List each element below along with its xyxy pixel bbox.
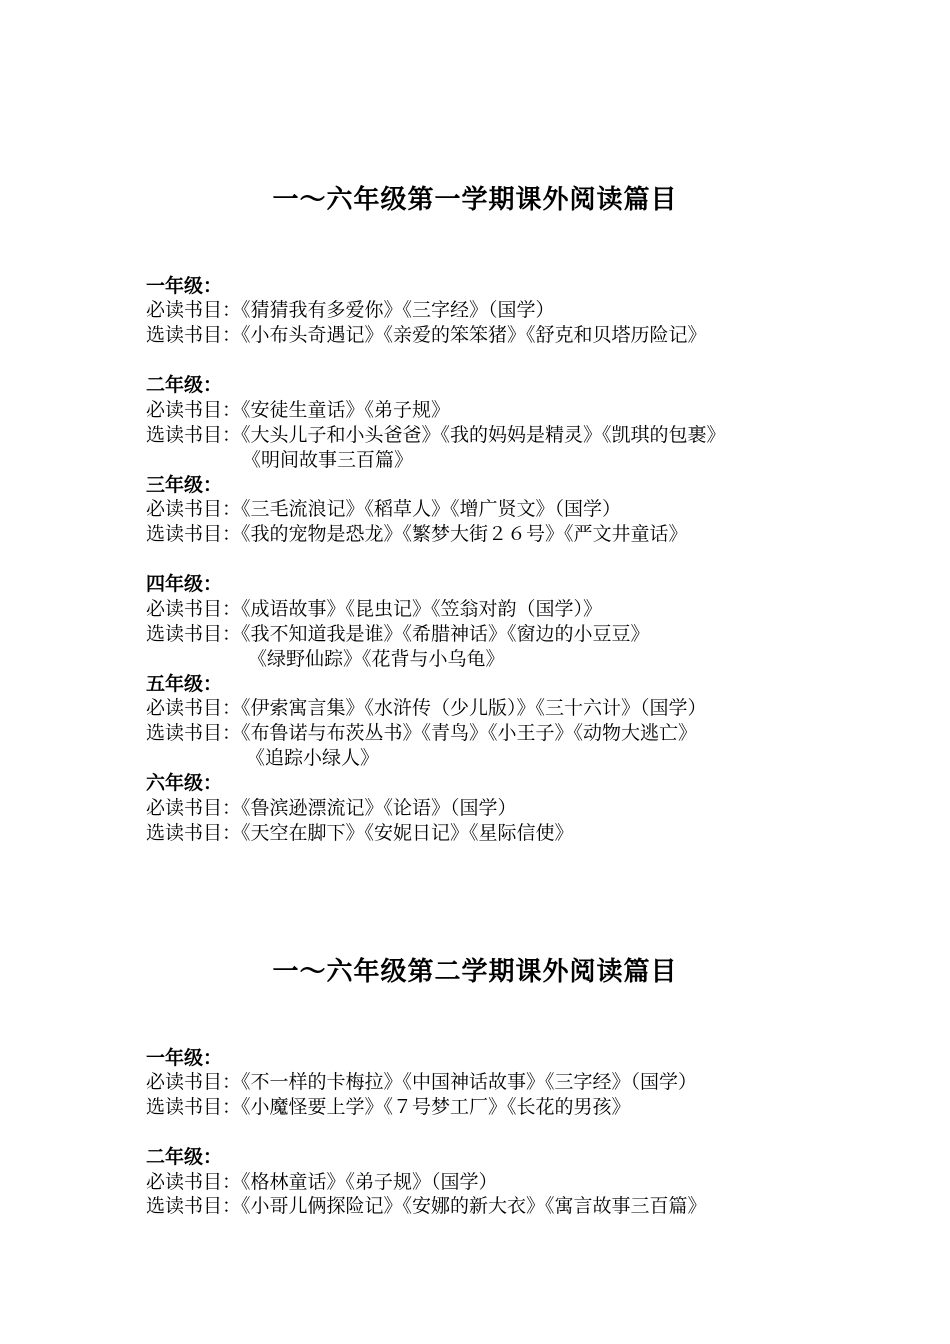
s2-grade2-optional-line — [146, 1194, 707, 1219]
required-books: 《猜猜我有多爱你》《三字经》（国学） — [241, 299, 555, 321]
s2-grade1-optional-line — [146, 1095, 631, 1120]
s2-grade2-required-line — [146, 1170, 498, 1195]
optional-books: 《小布头奇遇记》《亲爱的笨笨猪》《舒克和贝塔历险记》 — [241, 324, 707, 346]
required-books: 《伊索寓言集》《水浒传（少儿版）》《三十六计》（国学） — [241, 697, 707, 719]
semester1-title: 一～六年级第一学期课外阅读篇目 — [272, 185, 678, 215]
required-label: 必读书目： — [146, 498, 242, 520]
optional-label: 选读书目： — [146, 424, 242, 446]
optional-books: 《大头儿子和小头爸爸》《我的妈妈是精灵》《凯琪的包裹》 — [241, 424, 726, 446]
grade4-heading: 四年级： — [146, 573, 223, 595]
optional-label: 选读书目： — [146, 722, 242, 744]
grade5-heading: 五年级： — [146, 673, 223, 695]
grade3-optional-line — [146, 522, 688, 547]
required-books: 《鲁滨逊漂流记》《论语》（国学） — [241, 797, 517, 819]
grade6-optional-line — [146, 821, 574, 846]
optional-books: 《小哥儿俩探险记》《安娜的新大衣》《寓言故事三百篇》 — [241, 1195, 707, 1217]
optional-label: 选读书目： — [146, 1195, 242, 1217]
required-books: 《不一样的卡梅拉》《中国神话故事》《三字经》（国学） — [241, 1071, 698, 1093]
grade3-required-line — [146, 497, 621, 522]
optional-books: 《我不知道我是谁》《希腊神话》《窗边的小豆豆》 — [241, 623, 650, 645]
required-books: 《成语故事》《昆虫记》《笠翁对韵（国学）》 — [241, 598, 603, 620]
required-label: 必读书目： — [146, 399, 242, 421]
required-label: 必读书目： — [146, 797, 242, 819]
grade1-optional-line — [146, 323, 707, 348]
optional-label: 选读书目： — [146, 623, 242, 645]
grade4-optional-line — [146, 622, 650, 647]
grade6-heading: 六年级： — [146, 772, 223, 794]
required-label: 必读书目： — [146, 299, 242, 321]
s2-grade1-required-line — [146, 1070, 697, 1095]
optional-label: 选读书目： — [146, 523, 242, 545]
grade6-required-line — [146, 796, 517, 821]
required-books: 《安徒生童话》《弟子规》 — [241, 399, 451, 421]
required-books: 《三毛流浪记》《稻草人》《增广贤文》（国学） — [241, 498, 622, 520]
grade4-optional-continued: 《绿野仙踪》《花背与小乌龟》 — [248, 648, 505, 670]
optional-books: 《布鲁诺与布茨丛书》《青鸟》《小王子》《动物大逃亡》 — [241, 722, 698, 744]
s2-grade1-heading: 一年级： — [146, 1047, 223, 1069]
grade5-optional-continued: 《追踪小绿人》 — [246, 747, 380, 769]
required-label: 必读书目： — [146, 1071, 242, 1093]
semester2-title: 一～六年级第二学期课外阅读篇目 — [272, 957, 678, 987]
grade4-required-line — [146, 597, 602, 622]
optional-label: 选读书目： — [146, 324, 242, 346]
grade5-optional-line — [146, 721, 697, 746]
optional-label: 选读书目： — [146, 822, 242, 844]
grade2-heading: 二年级： — [146, 374, 223, 396]
grade3-heading: 三年级： — [146, 474, 223, 496]
grade1-heading: 一年级： — [146, 275, 223, 297]
grade2-optional-line — [146, 423, 726, 448]
required-label: 必读书目： — [146, 598, 242, 620]
optional-books: 《小魔怪要上学》《７号梦工厂》《长花的男孩》 — [241, 1096, 631, 1118]
optional-label: 选读书目： — [146, 1096, 242, 1118]
grade2-required-line — [146, 398, 450, 423]
grade1-required-line — [146, 298, 555, 323]
required-label: 必读书目： — [146, 697, 242, 719]
required-books: 《格林童话》《弟子规》（国学） — [241, 1171, 498, 1193]
optional-books: 《我的宠物是恐龙》《繁梦大街２６号》《严文井童话》 — [241, 523, 688, 545]
required-label: 必读书目： — [146, 1171, 242, 1193]
grade5-required-line — [146, 696, 707, 721]
s2-grade2-heading: 二年级： — [146, 1146, 223, 1168]
optional-books: 《天空在脚下》《安妮日记》《星际信使》 — [241, 822, 574, 844]
grade2-optional-continued: 《明间故事三百篇》 — [242, 449, 414, 471]
